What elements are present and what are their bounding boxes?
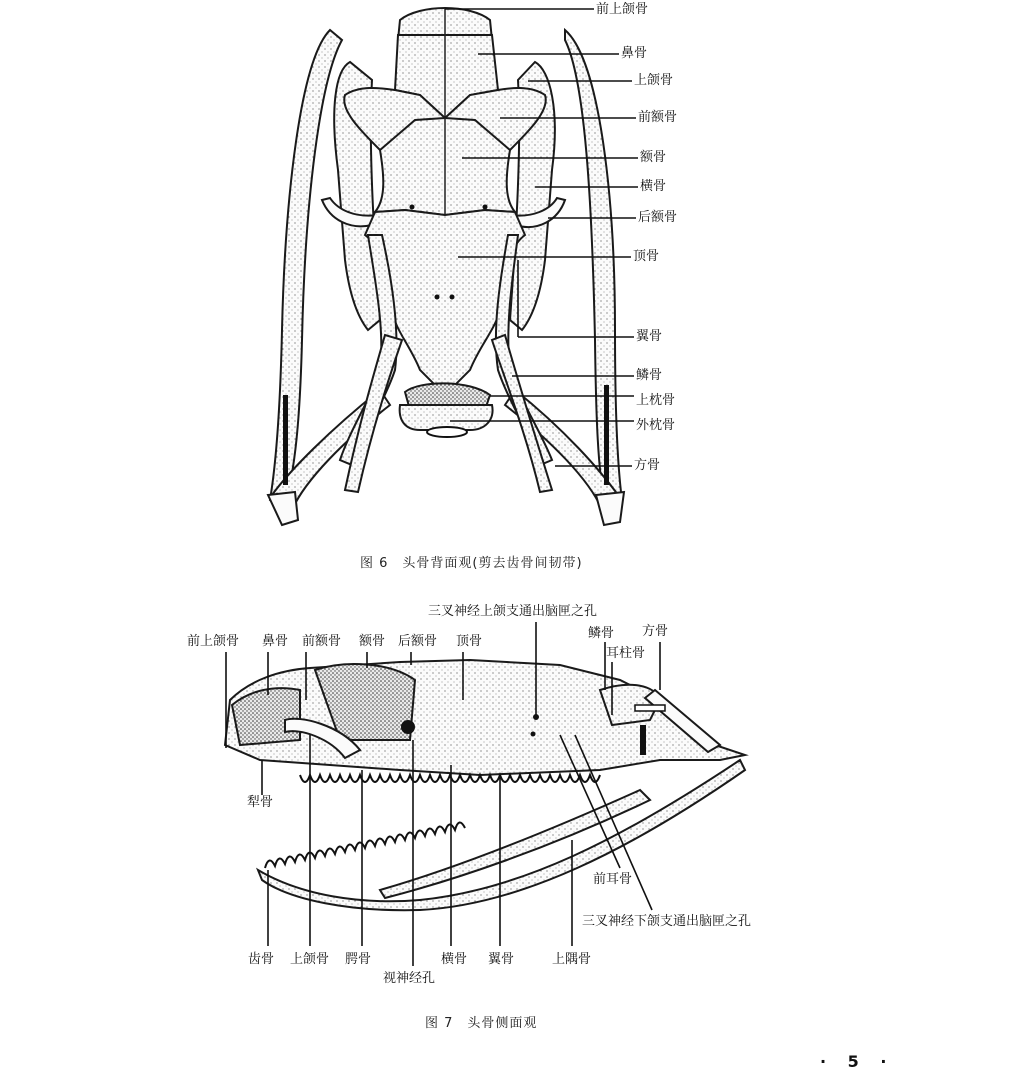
label-prefrontal-lateral: 前额骨: [302, 634, 342, 649]
label-prefrontal: 前额骨: [638, 110, 678, 125]
label-frontal-lateral: 额骨: [359, 634, 386, 649]
label-optic-foramen: 视神经孔: [383, 971, 436, 986]
label-prootic: 前耳骨: [593, 872, 633, 887]
figure-7-caption: 图 7 头骨侧面观: [425, 1016, 538, 1031]
label-pterygoid: 翼骨: [636, 329, 663, 344]
label-squamosal: 鳞骨: [636, 368, 663, 383]
label-ectopterygoid: 横骨: [640, 179, 667, 194]
label-parietal-lateral: 顶骨: [456, 634, 483, 649]
label-pterygoid-lateral: 翼骨: [488, 952, 515, 967]
label-quadrate: 方骨: [634, 458, 661, 473]
label-supraoccipital: 上枕骨: [636, 393, 676, 408]
label-premaxilla: 前上颌骨: [596, 2, 649, 17]
label-exoccipital: 外枕骨: [636, 418, 676, 433]
label-postfrontal: 后额骨: [638, 210, 678, 225]
label-surangular: 上隅骨: [552, 952, 592, 967]
figure-7-skull-lateral-diagram: [225, 660, 745, 910]
label-nasal-lateral: 鼻骨: [262, 634, 289, 649]
page-number: · 5 ·: [820, 1052, 895, 1071]
label-vomer: 犁骨: [247, 795, 274, 810]
label-premaxilla-lateral: 前上颌骨: [187, 634, 240, 649]
label-dentary: 齿骨: [248, 952, 275, 967]
label-maxilla-lateral: 上颌骨: [290, 952, 330, 967]
label-trigeminal-mandibular-foramen: 三叉神经下颌支通出脑匣之孔: [582, 914, 752, 929]
figure-6-caption: 图 6 头骨背面观(剪去齿骨间韧带): [360, 556, 583, 571]
label-squamosal-lateral: 鳞骨: [588, 626, 615, 641]
label-trigeminal-maxillary-foramen: 三叉神经上颌支通出脑匣之孔: [428, 604, 598, 619]
label-nasal: 鼻骨: [621, 46, 648, 61]
label-ectopterygoid-lateral: 横骨: [441, 952, 468, 967]
label-maxilla: 上颌骨: [634, 73, 674, 88]
label-quadrate-lateral: 方骨: [642, 624, 669, 639]
label-parietal: 顶骨: [633, 249, 660, 264]
label-frontal: 额骨: [640, 150, 667, 165]
label-palatine: 腭骨: [345, 952, 372, 967]
label-columella: 耳柱骨: [606, 646, 646, 661]
label-postfrontal-lateral: 后额骨: [398, 634, 438, 649]
